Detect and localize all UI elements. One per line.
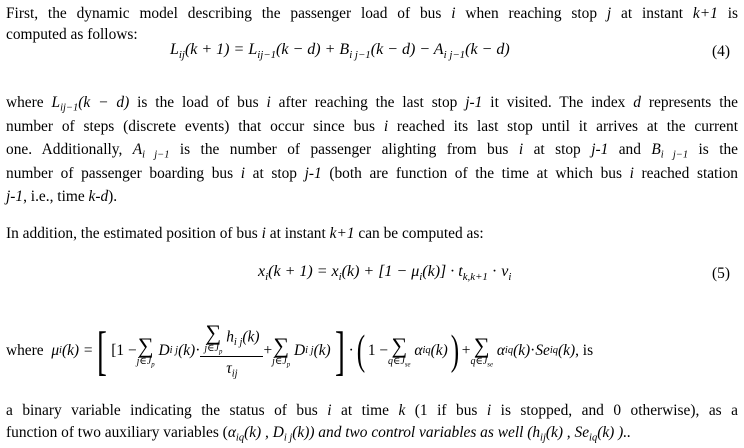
text-line: number of steps (discrete events) that occur since bus i reached its last stop until it arrives at the current [6,117,738,135]
sum-operator: ∑ $q\in J_{se}$ [388,333,411,369]
text-line: In addition, the estimated position of bus i at instant k+1 can be computed as: [6,225,484,242]
text-line: number of passenger boarding bus i at stop j-1 (both are function of the time at which bus i reached station [6,164,738,182]
equation-number-5: (5) [712,265,730,282]
close-bracket: ] [334,321,345,381]
text-line: computed as follows: [6,25,138,43]
equation-mu: where μ i (k) = [ [1 − ∑ $j\in J_p$ D i j (k) · ∑ $j\in J_p$ $h_{i j}(k)$ $\tau_{ij}$ + ∑ $j\in J_p$ D i j (k) ] · ( 1 − ∑ $q\in J_{se}$ α iq (k) ) + ∑ $q\in J_{se}$ α iq (k) · Se iq (k) , is [6,320,594,381]
text-line: one. Additionally, $A_{i j-1}$ is the number of passenger alighting from bus i at stop j-1 and $B_{i j-1}$ is the [6,141,739,161]
equation-number-4: (4) [712,43,730,60]
fraction: ∑ $j\in J_p$ $h_{i j}(k)$ $\tau_{ij}$ [200,322,263,380]
paragraph-binary-variable [6,400,738,444]
paragraph-position-intro [6,224,738,245]
sum-operator: ∑ $q\in J_{se}$ [470,333,493,369]
open-paren: ( [356,328,366,374]
equation-5: $x_i(k + 1) = x_i(k) + [1 - \mu_i(k)] \cdot t_{k,k+1} \cdot v_i$ [258,263,512,283]
paragraph-load-description [6,91,738,209]
close-paren: ) [450,328,459,374]
open-bracket: [ [97,321,108,381]
paragraph-intro [6,4,738,45]
sum-operator: ∑ $j\in J_p$ [272,333,291,369]
where-label: where [6,341,44,359]
equation-4: $L_{ij}(k + 1) = L_{ij-1}(k - d) + B_{i j-1}(k - d) - A_{i j-1}(k - d)$ [170,41,510,61]
text-line: a binary variable indicating the status of bus i at time k (1 if bus i is stopped, and 0 otherwise), as a [6,402,738,419]
text-line: j-1, i.e., time k-d). [6,188,118,205]
text-line: where $L_{ij-1}(k - d)$ is the load of bus i after reaching the last stop j-1 it visited. The index d represents the [6,94,738,114]
text-line: function of two auxiliary variables ($\alpha_{iq}(k)$ , $D_{i j}(k)$) and two control variables as well ($h_{ij}(k)$ , $Se_{iq}(k)$ ).. [6,424,631,444]
text-line: First, the dynamic model describing the passenger load of bus i when reaching stop j at instant k+1 is [6,5,738,22]
sum-operator: ∑ $j\in J_p$ [136,333,155,369]
